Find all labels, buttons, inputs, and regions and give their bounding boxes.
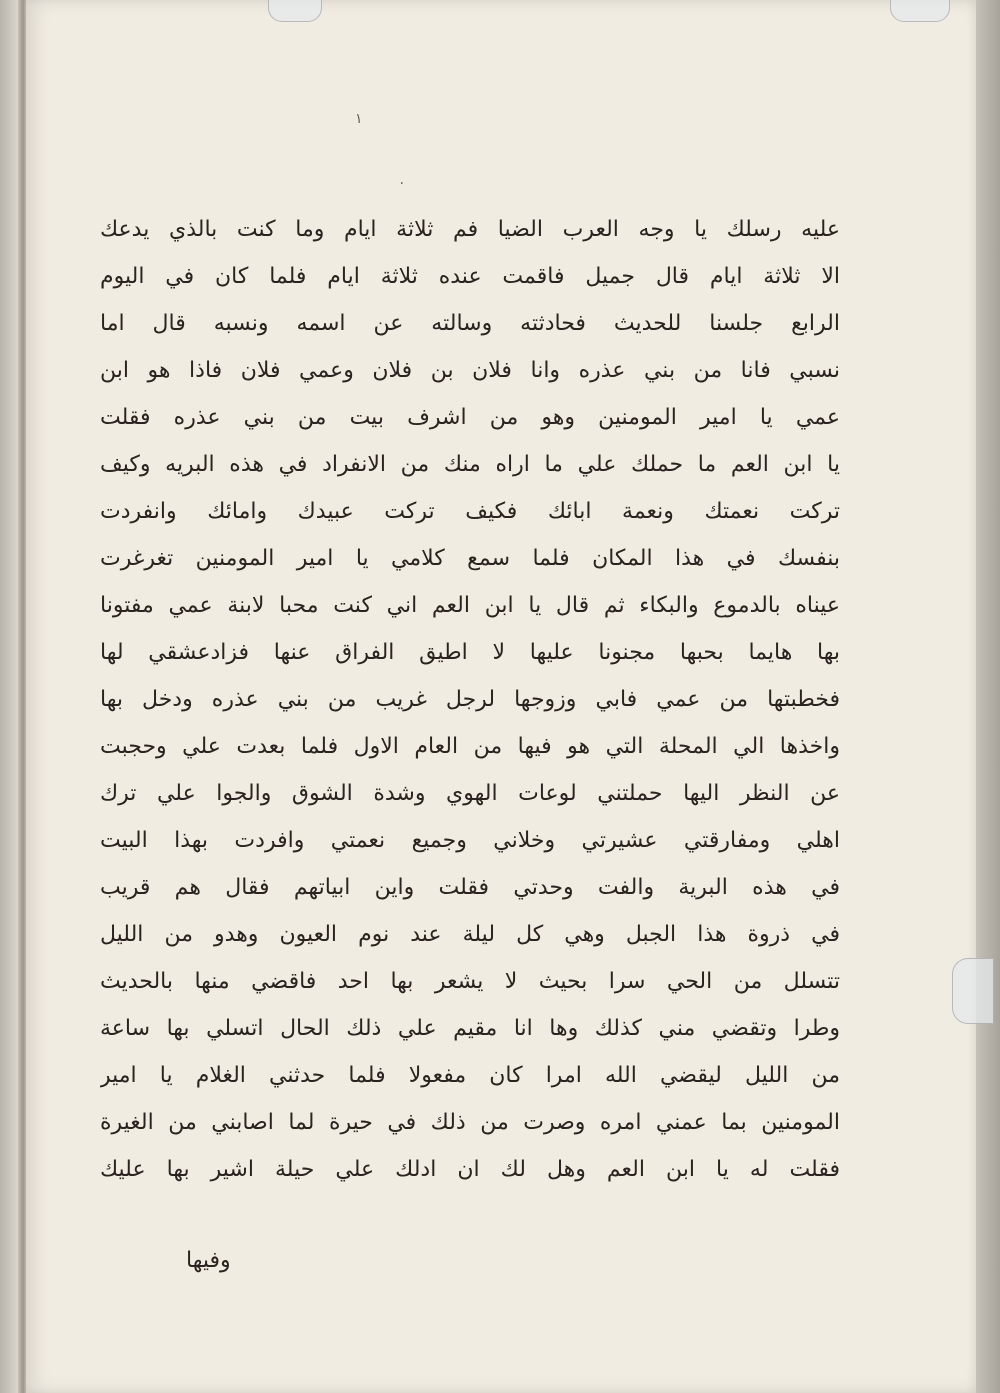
manuscript-text — [100, 206, 840, 1193]
text-line: من الليل ليقضي الله امرا كان مفعولا فلما حدثني الغلام يا امير — [100, 1063, 840, 1088]
mount-tab-top-right — [890, 0, 950, 22]
text-line: الا ثلاثة ايام قال جميل فاقمت عنده ثلاثة ايام فلما كان في اليوم — [100, 264, 840, 289]
mount-tab-right — [952, 958, 994, 1024]
text-line: الرابع جلسنا للحديث فحادثته وسالته عن اسمه ونسبه قال اما — [100, 311, 840, 336]
text-line: وطرا وتقضي مني كذلك وها انا مقيم علي ذلك الحال اتسلي بها ساعة — [100, 1016, 840, 1041]
text-line: اهلي ومفارقتي عشيرتي وخلاني وجميع نعمتي وافردت بهذا البيت — [100, 828, 840, 853]
text-line: يا ابن العم ما حملك علي ما اراه منك من الانفراد في هذه البريه وكيف — [100, 452, 840, 477]
text-line: بها هايما بحبها مجنونا عليها لا اطيق الفراق عنها فزادعشقي لها — [100, 640, 840, 665]
text-line: عن النظر اليها حملتني لوعات الهوي وشدة الشوق والجوا علي ترك — [100, 781, 840, 806]
text-line: نسبي فانا من بني عذره وانا فلان بن فلان وعمي فلان فاذا هو ابن — [100, 358, 840, 383]
text-line: بنفسك في هذا المكان فلما سمع كلامي يا امير المومنين تغرغرت — [100, 546, 840, 571]
mount-tab-top-left — [268, 0, 322, 22]
catchword: وفيها — [186, 1248, 231, 1273]
text-line: في ذروة هذا الجبل وهي كل ليلة عند نوم العيون وهدو من الليل — [100, 922, 840, 947]
page-right-edge — [976, 0, 1000, 1393]
text-line: واخذها الي المحلة التي هو فيها من العام الاول فلما بعدت علي وحجبت — [100, 734, 840, 759]
text-line: عمي يا امير المومنين وهو من اشرف بيت من بني عذره فقلت — [100, 405, 840, 430]
folio-mark: ٠ — [398, 175, 406, 191]
text-line: في هذه البرية والفت وحدتي فقلت واين ابياتهم فقال هم قريب — [100, 875, 840, 900]
text-line: فقلت له يا ابن العم وهل لك ان ادلك علي حيلة اشير بها عليك — [100, 1157, 840, 1182]
text-line: عيناه بالدموع والبكاء ثم قال يا ابن العم اني كنت محبا لابنة عمي مفتونا — [100, 593, 840, 618]
folio-mark: ١ — [355, 111, 363, 127]
text-line: المومنين بما عمني امره وصرت من ذلك في حيرة لما اصابني من الغيرة — [100, 1110, 840, 1135]
text-line: تركت نعمتك ونعمة ابائك فكيف تركت عبيدك وامائك وانفردت — [100, 499, 840, 524]
text-line: عليه رسلك يا وجه العرب الضيا فم ثلاثة ايام وما كنت بالذي يدعك — [100, 217, 840, 242]
text-line: فخطبتها من عمي فابي وزوجها لرجل غريب من بني عذره ودخل بها — [100, 687, 840, 712]
text-line: تتسلل من الحي سرا بحيث لا يشعر بها احد فاقضي منها بالحديث — [100, 969, 840, 994]
